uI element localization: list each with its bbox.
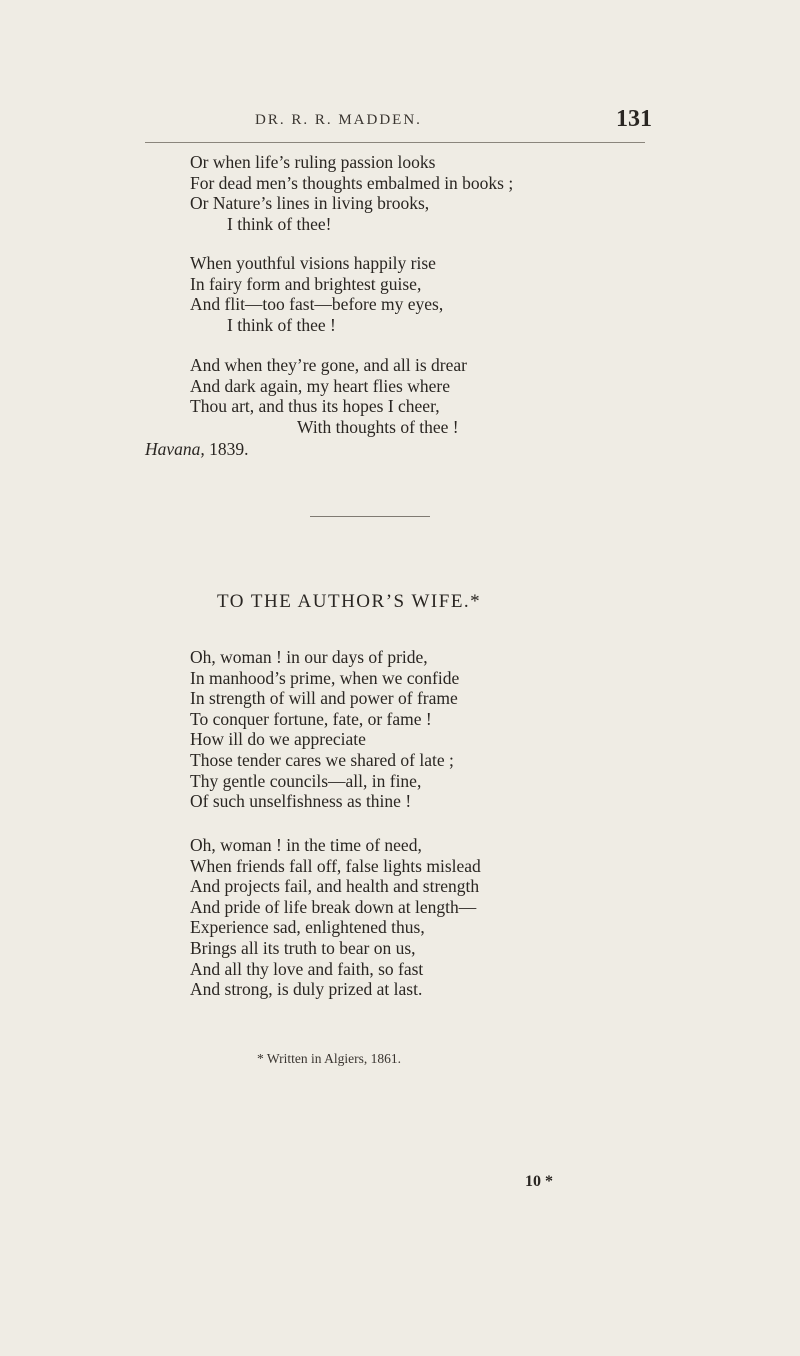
- poem1-stanza-2: [190, 253, 443, 335]
- poem1-stanza-3: [190, 355, 467, 437]
- verse-line: Oh, woman ! in our days of pride,: [190, 647, 428, 667]
- verse-line: Thou art, and thus its hopes I cheer,: [190, 396, 440, 417]
- verse-line: Or when life’s ruling passion looks: [190, 152, 436, 172]
- signoff-year: 1839.: [209, 439, 249, 459]
- verse-line: To conquer fortune, fate, or fame !: [190, 708, 432, 729]
- verse-line: For dead men’s thoughts embalmed in books ;: [190, 172, 514, 193]
- signoff-place: Havana,: [145, 439, 205, 459]
- verse-line: Those tender cares we shared of late ;: [190, 749, 454, 770]
- verse-line: And all thy love and faith, so fast: [190, 958, 424, 979]
- verse-line: And projects fail, and health and strength: [190, 876, 480, 897]
- verse-line: And dark again, my heart flies where: [190, 375, 450, 396]
- verse-refrain: With thoughts of thee !: [297, 416, 459, 437]
- verse-line: Experience sad, enlightened thus,: [190, 917, 425, 938]
- poem1-signoff: [145, 439, 249, 460]
- poem1-stanza-1: [190, 152, 513, 234]
- running-head: [0, 106, 800, 136]
- section-divider: [310, 516, 430, 517]
- verse-line: Of such unselfishness as thine !: [190, 791, 412, 812]
- verse-line: And flit—too fast—before my eyes,: [190, 294, 444, 315]
- running-head-title: DR. R. R. MADDEN.: [255, 112, 422, 128]
- verse-line: When friends fall off, false lights mislead: [190, 855, 481, 876]
- verse-line: When youthful visions happily rise: [190, 253, 436, 273]
- signature-mark: 10 *: [525, 1173, 553, 1190]
- footnote: * Written in Algiers, 1861.: [257, 1051, 401, 1066]
- verse-line: In fairy form and brightest guise,: [190, 273, 422, 294]
- verse-line: In manhood’s prime, when we confide: [190, 667, 460, 688]
- verse-refrain: I think of thee !: [227, 314, 336, 335]
- verse-line: Oh, woman ! in the time of need,: [190, 835, 422, 855]
- verse-line: And when they’re gone, and all is drear: [190, 355, 467, 375]
- verse-refrain: I think of thee!: [227, 213, 332, 234]
- verse-line: Thy gentle councils—all, in fine,: [190, 770, 422, 791]
- poem2-title: TO THE AUTHOR’S WIFE.*: [217, 591, 482, 612]
- verse-line: Or Nature’s lines in living brooks,: [190, 193, 430, 214]
- poem2-stanza-2: [190, 835, 481, 1000]
- verse-line: And strong, is duly prized at last.: [190, 979, 423, 1000]
- verse-line: Brings all its truth to bear on us,: [190, 937, 416, 958]
- page-number: 131: [616, 106, 652, 132]
- header-rule: [145, 142, 645, 143]
- verse-line: And pride of life break down at length—: [190, 896, 477, 917]
- verse-line: In strength of will and power of frame: [190, 688, 458, 709]
- poem2-stanza-1: [190, 647, 459, 812]
- verse-line: How ill do we appreciate: [190, 729, 366, 750]
